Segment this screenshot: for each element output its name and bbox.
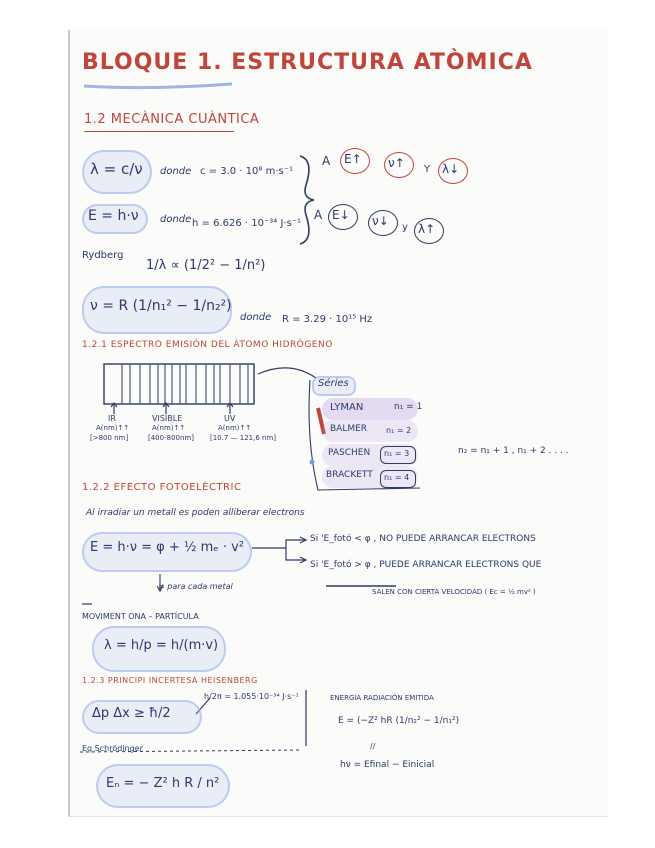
where-label-3: donde [240, 312, 272, 323]
page-title: BLOQUE 1. ESTRUCTURA ATÒMICA [82, 50, 533, 75]
ir-range: [>800 nm] [90, 434, 129, 442]
equation-lambda: λ = c/ν [90, 160, 143, 178]
energy-equiv: // [370, 742, 376, 751]
de-broglie-equation: λ = h/p = h/(m·v) [104, 638, 219, 653]
metal-note: ≠ para cada metal [158, 582, 233, 591]
rule1-and: Y [424, 164, 431, 175]
series-brackett-n: n₁ = 4 [384, 473, 410, 482]
heisenberg-equation: Δp Δx ≥ ħ/2 [92, 706, 171, 721]
rule1-a: A [322, 154, 331, 168]
rydberg-label: Rydberg [82, 250, 124, 261]
hbar-value: h/2π = 1.055·10⁻³⁴ J·s⁻¹ [204, 692, 299, 701]
rule1-energy: E↑ [344, 152, 362, 166]
series-balmer-n: n₁ = 2 [386, 426, 412, 435]
ir-label: IR [108, 414, 116, 423]
series-title: Séries [318, 378, 349, 389]
series-brackett: BRACKETT [326, 470, 373, 480]
planck-constant: h = 6.626 · 10⁻³⁴ J·s⁻¹ [192, 218, 302, 229]
uv-sub: A(nm)↑↑ [218, 424, 252, 432]
visible-range: [400-800nm] [148, 434, 194, 442]
photoelectric-condition-2: Si 'E_fotó > φ , PUEDE ARRANCAR ELECTRONS QUE [310, 560, 542, 570]
rydberg-frequency-equation: ν = R (1/n₁² − 1/n₂²) [90, 298, 232, 314]
visible-sub: A(nm)↑↑ [152, 424, 186, 432]
energy-levels-equation: Eₙ = − Z² h R / n² [106, 776, 220, 791]
section-heading-1-2-2: 1.2.2 EFECTO FOTOELÈCTRIC [82, 482, 242, 493]
series-paschen-n: n₁ = 3 [384, 449, 410, 458]
series-lyman-n: n₁ = 1 [394, 402, 423, 412]
photoelectric-condition-1: Si 'E_fotó < φ , NO PUEDE ARRANCAR ELECTRONS [310, 534, 536, 544]
rule1-frequency: ν↑ [388, 156, 405, 170]
energy-note: hν = Efinal − Einicial [340, 760, 435, 770]
rule1-wavelength: λ↓ [442, 162, 460, 176]
uv-label: UV [224, 414, 236, 423]
equation-planck: E = h·ν [88, 208, 139, 224]
section-heading-1-2-1: 1.2.1 ESPECTRO EMISIÓN DEL ÀTOMO HIDRÒGENO [82, 340, 333, 350]
ir-sub: A(nm)↑↑ [96, 424, 130, 432]
rydberg-constant: R = 3.29 · 10¹⁵ Hz [282, 314, 373, 325]
rule2-energy: E↓ [332, 208, 350, 222]
section-heading-1-2-3: 1.2.3 PRINCIPI INCERTESA HEISENBERG [82, 676, 258, 685]
series-balmer: BALMER [330, 424, 368, 434]
energy-equation: E = (−Z² hR (1/n₂² − 1/n₁²) [338, 716, 460, 726]
where-label-2: donde [160, 214, 192, 225]
speed-of-light: c = 3.0 · 10⁸ m·s⁻¹ [200, 166, 294, 177]
schrodinger-label: Eq Schrödinger [82, 744, 143, 753]
rule2-a: A [314, 208, 323, 222]
energy-title: ENERGIA RADIACIÓN EMITIDA [330, 694, 434, 702]
rydberg-equation: 1/λ ∝ (1/2² − 1/n²) [146, 258, 266, 273]
uv-range: [10.7 — 121,6 nm] [210, 434, 277, 442]
series-paschen: PASCHEN [328, 448, 371, 458]
series-lyman: LYMAN [330, 402, 364, 413]
rule2-wavelength: λ↑ [418, 222, 436, 236]
photoelectric-equation: E = h·ν = φ + ½ mₑ · v² [90, 540, 245, 555]
wave-particle-label: MOVIMENT ONA – PARTÍCULA [82, 612, 199, 621]
photoelectric-condition-2b: SALEN CON CIERTA VELOCIDAD ( Ec = ½ mv² ) [372, 588, 536, 596]
section-heading-1-2: 1.2 MECÀNICA CUÀNTICA [84, 112, 260, 127]
visible-label: VISIBLE [152, 414, 183, 423]
heading-underline [84, 131, 234, 132]
rule2-and: y [402, 222, 408, 233]
n2-rule: n₂ = n₁ + 1 , n₁ + 2 . . . . [458, 446, 569, 456]
photoelectric-intro: Al irradiar un metall es poden alliberar electrons [86, 508, 305, 518]
where-label: donde [160, 166, 192, 177]
rule2-frequency: ν↓ [372, 214, 389, 228]
